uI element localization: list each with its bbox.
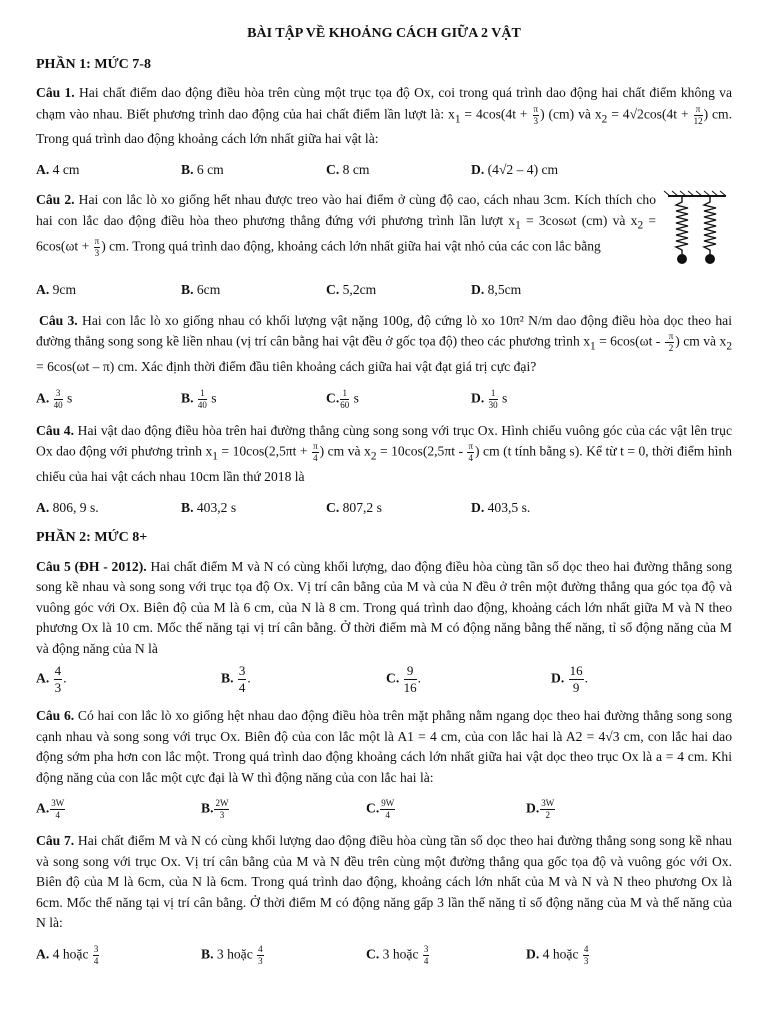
question-3: Câu 3. Hai con lắc lò xo giống nhau có khối lượng vật nặng 100g, độ cứng lò xo 10π² N/m dao động điều hòa dọc theo hai đường thẳng song song kề liền nhau (vị trí cân bằng hai vật đều ở gốc tọa độ) theo các phương trình $x_1 = 6\cos(\omega t$ - $\frac{\pi}{2}$ ) cm và $x_2 = 6\cos(\omega t - \pi)$ cm. Xác định thời điểm đầu tiên khoảng cách giữa hai vật đạt giá trị cực đại? bbox=[36, 312, 732, 375]
page-title: BÀI TẬP VỀ KHOẢNG CÁCH GIỮA 2 VẬT bbox=[247, 26, 521, 41]
question-4: Câu 4. Hai vật dao động điều hòa trên hai đường thẳng cùng song song với trục Ox. Hình chiếu vuông góc của các vật lên trục Ox dao động với phương trình $x_1 = 10\cos(2,5\pi t$ + $\frac{\pi}{4}$ ) cm và $x_2 = 10\cos(2,5\pi t$ - $\frac{\pi}{4}$ ) cm (t tính bằng s). Kể từ t = 0, thời điểm hình chiếu của hai vật cách nhau 10cm lần thứ 2018 là bbox=[36, 422, 732, 485]
fraction: $\frac{\pi}{12}$ bbox=[693, 103, 703, 126]
option-b[interactable]: B. 3 hoặc $\frac{4}{3}$ bbox=[201, 943, 263, 966]
answer-options bbox=[36, 663, 732, 696]
fraction: $\frac{\pi}{3}$ bbox=[94, 236, 100, 259]
spring-pendulum-figure bbox=[662, 190, 732, 270]
option-d[interactable]: D. $\frac{3W}{2}$ bbox=[526, 798, 555, 821]
option-c[interactable]: C. 807,2 s bbox=[326, 499, 382, 515]
option-a[interactable]: A. 4 hoặc $\frac{3}{4}$ bbox=[36, 943, 99, 966]
option-b[interactable]: B. 6cm bbox=[181, 282, 221, 298]
option-d[interactable]: D. 403,5 s. bbox=[471, 499, 531, 515]
option-c[interactable]: C. $\frac{9W}{4}$ bbox=[366, 798, 395, 821]
question-2-block bbox=[36, 190, 732, 270]
answer-options bbox=[36, 498, 732, 519]
question-2: Câu 2. Hai con lắc lò xo giống hết nhau được treo vào hai điểm ở cùng độ cao, cách nhau 3cm. Kích thích cho hai con lắc dao động điều hòa theo phương thẳng đứng với phương trình lần lượt $x_1 = 3\cos\omega t$ (cm) và $x_2 = 6\cos(\omega t$ + $\frac{\pi}{3}$ ) cm. Trong quá trình dao động, khoảng cách lớn nhất giữa hai vật nhỏ của các con lắc bằng bbox=[36, 192, 656, 259]
question-label: Câu 1. bbox=[36, 85, 75, 100]
option-b[interactable]: B. 6 cm bbox=[181, 161, 224, 177]
option-a[interactable]: A. $\frac{4}{3}$ . bbox=[36, 663, 67, 696]
option-c[interactable]: C. $\frac{1}{60}$ s bbox=[326, 387, 359, 410]
question-label: Câu 4. bbox=[36, 422, 74, 438]
section-heading-part2: PHẦN 2: MỨC 8+ bbox=[36, 530, 148, 546]
answer-options bbox=[36, 280, 732, 301]
option-a[interactable]: A. 806, 9 s. bbox=[36, 499, 99, 515]
option-d[interactable]: D. $\frac{1}{30}$ s bbox=[471, 387, 508, 410]
option-a[interactable]: A. 9cm bbox=[36, 282, 77, 298]
fraction: $\frac{\pi}{3}$ bbox=[533, 103, 539, 126]
answer-options bbox=[36, 388, 732, 411]
option-b[interactable]: B. $\frac{1}{40}$ s bbox=[181, 387, 217, 410]
option-b[interactable]: B. 403,2 s bbox=[181, 499, 237, 515]
section-heading-part1: PHẦN 1: MỨC 7-8 bbox=[36, 56, 151, 72]
question-6: Câu 6. Có hai con lắc lò xo giống hệt nhau dao động điều hòa trên mặt phẳng nằm ngang dọc theo hai đường thẳng song song cạnh nhau và song song với trục Ox. Biên độ của con lắc một là A1 = 4 cm, của con lắc hai là A2 = 4√3 cm, con lắc hai dao động sớm pha hơn con lắc một. Trong quá trình dao động khoảng cách lớn nhất giữa hai vật dọc theo trục Ox là a = 4 cm. Khi động năng của con lắc một cực đại là W thì động năng của con lắc hai là: bbox=[36, 708, 732, 785]
answer-options bbox=[36, 160, 732, 181]
option-a[interactable]: A. $\frac{3}{40}$ s bbox=[36, 387, 73, 410]
fraction: $\frac{\pi}{4}$ bbox=[313, 441, 318, 464]
answer-options bbox=[36, 798, 732, 821]
option-d[interactable]: D. 8,5cm bbox=[471, 282, 522, 298]
option-a[interactable]: A. $\frac{3W}{4}$ bbox=[36, 798, 65, 821]
answer-options bbox=[36, 944, 732, 967]
option-d[interactable]: D. (4√2 – 4) cm bbox=[471, 161, 559, 177]
question-1: Câu 1. Hai chất điểm dao động điều hòa trên cùng một trục tọa độ Ox, coi trong quá trình dao động hai chất điểm không va chạm vào nhau. Biết phương trình dao động của hai chất điểm lần lượt là: $x_1 = 4\cos(4t$ + $\frac{\pi}{3}$ ) (cm) và $x_2 = 4√2\cos(4t$ + $\frac{\pi}{12}$ ) cm. Trong quá trình dao động khoảng cách lớn nhất giữa hai vật là: bbox=[36, 85, 733, 147]
question-label: Câu 2. bbox=[36, 192, 75, 208]
option-c[interactable]: C. 5,2cm bbox=[326, 282, 377, 298]
option-d[interactable]: D. 4 hoặc $\frac{4}{3}$ bbox=[526, 943, 589, 966]
option-b[interactable]: B. $\frac{2W}{3}$ bbox=[201, 798, 229, 821]
option-b[interactable]: B. $\frac{3}{4}$ . bbox=[221, 663, 251, 696]
question-label: Câu 6. bbox=[36, 708, 75, 724]
question-label: Câu 3. bbox=[39, 312, 78, 328]
fraction: $\frac{\pi}{4}$ bbox=[468, 441, 474, 464]
question-7: Câu 7. Hai chất điểm M và N có cùng khối lượng dao động điều hòa cùng tần số dọc theo hai đường thẳng song song kề nhau và song song với trục Ox. Vị trí cân bằng của M và N đều trên cùng một đường thẳng qua gốc tọa độ và vuông góc với Ox. Biên độ của M là 6cm, của N là 6cm. Trong quá trình dao động, khoảng cách lớn nhất của M và N và N theo phương Ox là 6cm. Mốc thế năng tại vị trí cân bằng. Ở thời điểm M có động năng gấp 3 lần thế năng tỉ số động năng của M và thế năng của N là: bbox=[36, 833, 732, 931]
fraction: $\frac{\pi}{2}$ bbox=[665, 331, 675, 354]
option-c[interactable]: C. $\frac{9}{16}$ . bbox=[386, 663, 422, 696]
question-5: Câu 5 (ĐH - 2012). Hai chất điểm M và N có cùng khối lượng, dao động điều hòa cùng tần số dọc theo hai đường thẳng song song kề nhau và song song với trục tọa độ Ox. Vị trí cân bằng của M và của N đều ở trên một đường thẳng qua góc tọa độ và vuông góc với Ox. Biên độ của M là 6 cm, của N là 8 cm. Trong quá trình dao động, khoảng cách lớn nhất giữa M và N theo phương Ox là 10 cm. Mốc thế năng tại vị trí cân bằng. Ở thời điểm mà M có động năng bằng thế năng, tỉ số động năng của M và động năng của N là bbox=[36, 558, 732, 656]
option-a[interactable]: A. 4 cm bbox=[36, 161, 80, 177]
option-c[interactable]: C. 8 cm bbox=[326, 161, 370, 177]
option-c[interactable]: C. 3 hoặc $\frac{3}{4}$ bbox=[366, 943, 429, 966]
option-d[interactable]: D. $\frac{16}{9}$ . bbox=[551, 663, 589, 696]
question-label: Câu 7. bbox=[36, 833, 75, 849]
question-label: Câu 5 (ĐH - 2012). bbox=[36, 558, 147, 574]
